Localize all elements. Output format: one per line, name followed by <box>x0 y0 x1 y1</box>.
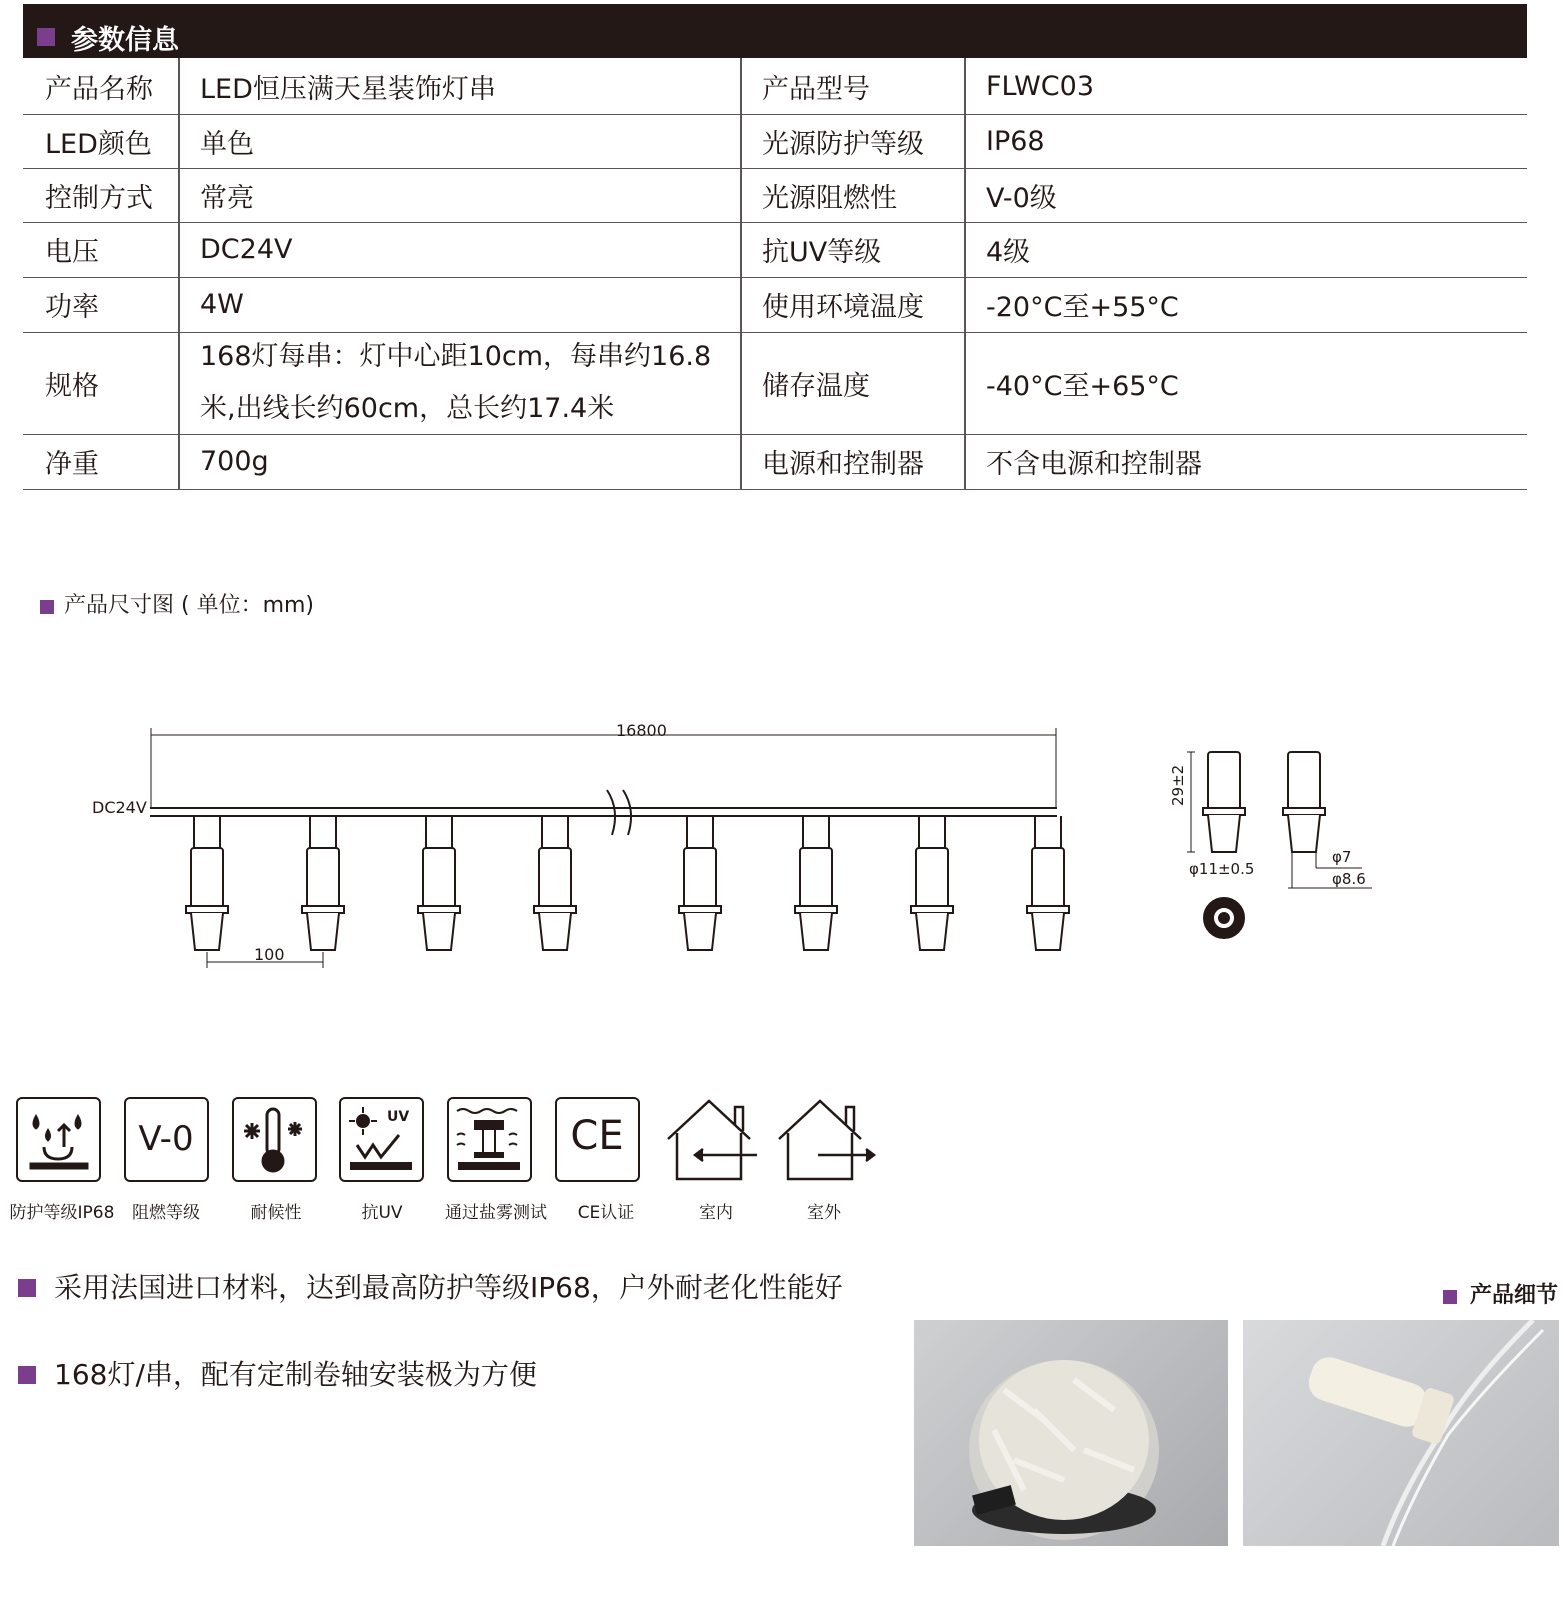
table-divider <box>178 277 180 332</box>
dim-outer-diameter: φ11±0.5 <box>1189 860 1255 878</box>
table-divider <box>964 222 966 277</box>
table-divider <box>964 168 966 222</box>
svg-text:UV: UV <box>387 1109 410 1125</box>
ce-icon: CE <box>555 1097 640 1182</box>
table-divider <box>964 332 966 434</box>
feature-marker-2 <box>18 1366 36 1384</box>
spec-value-line: 米,出线长约60cm，总长约17.4米 <box>200 393 615 424</box>
uv-icon <box>339 1097 424 1182</box>
feature-1: 采用法国进口材料，达到最高防护等级IP68，户外耐老化性能好 <box>54 1271 843 1304</box>
icon-label-v0: 阻燃等级 <box>132 1203 200 1223</box>
table-divider <box>964 277 966 332</box>
spec-value: -20°C至+55°C <box>986 292 1179 323</box>
spec-value-line: 168灯每串：灯中心距10cm，每串约16.8 <box>200 341 712 372</box>
feature-marker-1 <box>18 1279 36 1297</box>
spec-value: V-0级 <box>986 182 1057 214</box>
indoor-icon <box>663 1097 758 1182</box>
spec-label: 使用环境温度 <box>762 292 924 323</box>
icon-label-outdoor: 室外 <box>807 1203 841 1223</box>
spec-row <box>23 434 1527 490</box>
dim-d1: φ7 <box>1332 848 1352 866</box>
table-divider <box>740 332 742 434</box>
table-divider <box>740 168 742 222</box>
spec-label: 产品型号 <box>762 73 870 105</box>
spec-label: 产品名称 <box>45 73 153 105</box>
spec-row <box>23 222 1527 278</box>
weather-icon <box>232 1097 317 1182</box>
spec-label: LED颜色 <box>45 128 152 160</box>
header-marker <box>37 28 55 46</box>
table-divider <box>178 58 180 114</box>
spec-label: 控制方式 <box>45 182 153 214</box>
detail-marker <box>1443 1290 1457 1304</box>
spec-value: FLWC03 <box>986 70 1094 102</box>
spec-label: 电源和控制器 <box>762 449 924 480</box>
spec-value: -40°C至+65°C <box>986 370 1179 402</box>
dim-pitch: 100 <box>254 945 285 964</box>
header-bar <box>23 4 1527 58</box>
table-divider <box>740 434 742 489</box>
spec-row <box>23 58 1527 115</box>
spec-row <box>23 277 1527 333</box>
dimension-drawing <box>0 700 1564 980</box>
icon-label-indoor: 室内 <box>699 1203 733 1223</box>
v0-icon: V-0 <box>124 1097 209 1182</box>
outdoor-icon <box>774 1097 879 1182</box>
spec-value: IP68 <box>986 125 1045 157</box>
section-title-params: 参数信息 <box>71 25 179 56</box>
spec-row <box>23 332 1527 435</box>
dimension-title: 产品尺寸图 ( 单位：mm) <box>64 593 315 618</box>
table-divider <box>740 58 742 114</box>
spec-value: DC24V <box>200 234 293 265</box>
table-divider <box>178 114 180 168</box>
bulb <box>302 816 344 950</box>
spec-value <box>178 332 740 434</box>
table-divider <box>740 277 742 332</box>
spec-value: 700g <box>200 446 269 477</box>
icon-label-uv: 抗UV <box>361 1203 403 1223</box>
dim-input-label: DC24V <box>92 798 147 817</box>
table-divider <box>964 58 966 114</box>
table-divider <box>740 114 742 168</box>
bulb <box>911 816 953 950</box>
table-divider <box>740 222 742 277</box>
spec-row <box>23 114 1527 169</box>
icon-label-salt-spray: 通过盐雾测试 <box>445 1203 547 1223</box>
table-divider <box>178 168 180 222</box>
dim-total-length: 16800 <box>616 721 667 740</box>
dim-height: 29±2 <box>1169 764 1187 806</box>
spec-label: 规格 <box>45 370 99 402</box>
spec-label: 净重 <box>45 449 99 480</box>
table-divider <box>178 332 180 434</box>
spec-label: 电压 <box>45 237 99 268</box>
spec-value: LED恒压满天星装饰灯串 <box>200 73 496 105</box>
spec-label: 功率 <box>45 292 99 323</box>
bulb <box>534 816 576 950</box>
table-divider <box>964 114 966 168</box>
table-divider <box>964 434 966 489</box>
detail-title: 产品细节 <box>1470 1283 1559 1308</box>
bulb <box>418 816 460 950</box>
dim-d2: φ8.6 <box>1332 870 1366 888</box>
table-divider <box>178 222 180 277</box>
spec-value: 常亮 <box>200 182 254 214</box>
spec-value: 4W <box>200 289 244 320</box>
dim-marker <box>40 600 54 614</box>
icon-label-weather: 耐候性 <box>250 1203 302 1223</box>
spec-value: 单色 <box>200 128 254 160</box>
salt-spray-icon <box>447 1097 532 1182</box>
feature-2: 168灯/串，配有定制卷轴安装极为方便 <box>54 1358 537 1391</box>
spec-value: 4级 <box>986 237 1031 268</box>
spec-label: 抗UV等级 <box>762 237 882 268</box>
photo-bulb-closeup <box>1243 1320 1559 1546</box>
photo-reel <box>914 1320 1228 1546</box>
bulb <box>679 816 721 950</box>
bulb <box>1027 816 1069 950</box>
spec-label: 光源阻燃性 <box>762 182 897 214</box>
table-divider <box>178 434 180 489</box>
icon-label-ip68: 防护等级IP68 <box>9 1203 115 1223</box>
spec-label: 储存温度 <box>762 370 870 402</box>
spec-value: 不含电源和控制器 <box>986 449 1202 480</box>
spec-label: 光源防护等级 <box>762 128 924 160</box>
icon-label-ce: CE认证 <box>577 1203 635 1223</box>
ip68-icon <box>16 1097 101 1182</box>
spec-row <box>23 168 1527 223</box>
bulb <box>795 816 837 950</box>
bulb <box>186 816 228 950</box>
